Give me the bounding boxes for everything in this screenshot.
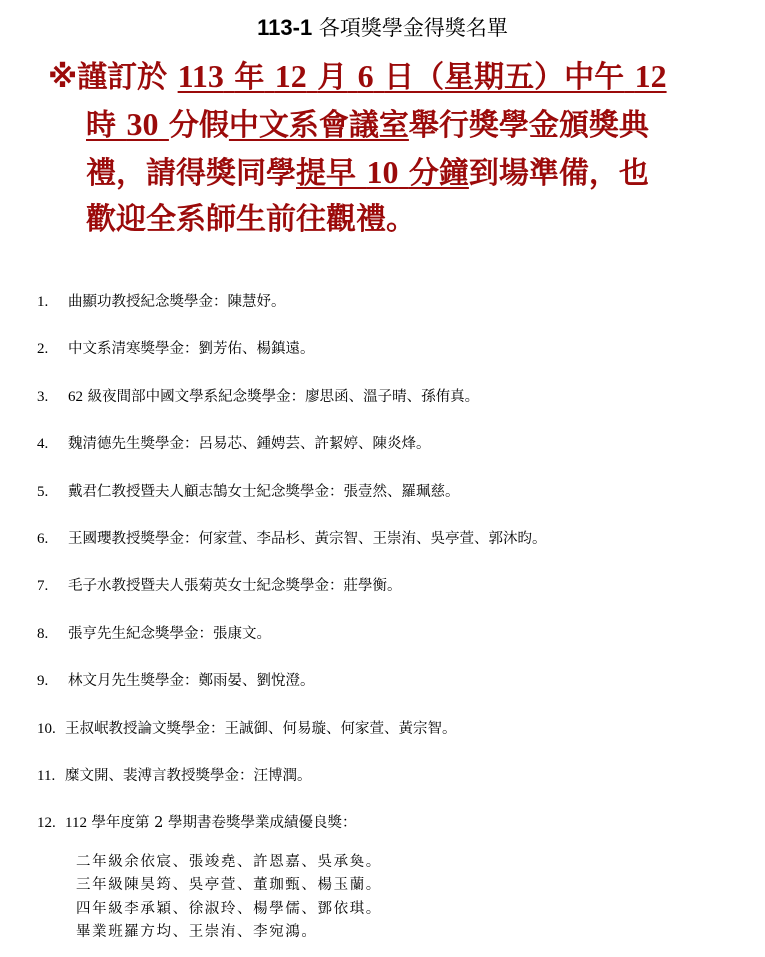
award-item [37,478,752,525]
award-number: 8. [37,625,49,642]
sublist-row: 二年級余依宸、張竣堯、許恩嘉、吳承奐。 [76,854,382,870]
award-list [37,288,752,857]
award-text: 林文月先生獎學金：鄭雨晏、劉悅澄。 [68,673,315,690]
award-number: 9. [37,673,49,690]
award-number: 1. [37,294,49,310]
notice-text: 禮，請得獎同學 [86,156,296,191]
notice-text: 月 [317,60,348,95]
award-text: 王國瓔教授獎學金：何家萱、李品杉、黃宗智、王崇洧、吳亭萱、郭沐昀。 [68,530,547,547]
award-text: 王叔岷教授論文獎學金：王誠御、何易璇、何家萱、黃宗智。 [65,720,457,737]
award-number: 10. [37,720,56,737]
notice-early-minutes: 10 [366,154,399,190]
notice-line-1 [48,52,748,100]
ceremony-notice [48,52,748,244]
notice-date-month: 12 [274,58,307,94]
notice-early: 提早 [296,156,356,191]
notice-text: 歡迎全系師生前往觀禮。 [86,202,416,237]
award-item [37,572,752,619]
sublist-row: 畢業班羅方均、王崇洧、李宛鴻。 [76,923,318,940]
award-item [37,715,752,762]
notice-text: ※謹訂於 [48,60,168,95]
award-item [37,620,752,667]
award-number: 2. [37,341,49,358]
award-number-prefix: 62 [68,388,83,405]
notice-line-4 [48,196,748,244]
notice-minute: 30 [126,106,159,142]
award-item [37,430,752,477]
award-number: 4. [37,436,49,453]
award-item [37,383,752,430]
award-text: 中文系清寒獎學金：劉芳佑、楊鎮遠。 [68,341,315,358]
sublist-row: 三年級陳昊筠、吳亭萱、董珈甄、楊玉蘭。 [76,877,382,894]
notice-date-year: 113 [177,58,224,94]
title-text: 各項獎學金得獎名單 [318,16,508,40]
award-number: 3. [37,388,49,405]
notice-text: 分鐘 [408,156,469,191]
award-text: 毛子水教授暨夫人張菊英女士紀念獎學金：莊學衡。 [68,578,402,595]
notice-text: 舉行獎學金頒獎典 [408,108,649,143]
award-text: 魏清德先生獎學金：呂易芯、鍾娉芸、許絜婷、陳炎烽。 [68,436,431,453]
page-title [0,14,765,42]
award-item [37,762,752,809]
award-number: 12. [37,815,56,832]
award-number-prefix: 112 [65,815,87,832]
award-text: 戴君仁教授暨夫人顧志鵠女士紀念獎學金：張壹然、羅珮慈。 [68,483,460,500]
notice-hour: 12 [634,58,667,94]
award-text: 學年度第 2 學期書卷獎學業成績優良獎： [86,815,357,832]
notice-text: 分假 [168,108,229,143]
award-number: 5. [37,483,49,500]
notice-text: 到場準備，也 [468,156,649,191]
award-item [37,335,752,382]
award-item [37,809,752,856]
notice-line-3 [48,148,748,196]
award-item [37,525,752,572]
notice-text: 日（星期五）中午 [384,60,625,95]
award-text: 糜文開、裴溥言教授獎學金：汪博潤。 [65,767,312,784]
award-item [37,288,752,335]
award-number: 6. [37,530,49,547]
award-text: 級夜間部中國文學系紀念獎學金：廖思函、溫子晴、孫侑真。 [83,388,480,405]
sublist-row: 四年級李承穎、徐淑玲、楊學儒、鄧依琪。 [76,900,382,917]
notice-text: 年 [234,60,265,95]
book-award-sublist [76,851,676,944]
title-term: 113-1 [257,15,313,40]
notice-line-2 [48,100,748,148]
award-text: 曲顯功教授紀念獎學金：陳慧妤。 [68,294,286,310]
notice-text: 時 [86,108,116,143]
award-number: 11. [37,767,56,784]
notice-date-day: 6 [357,58,374,94]
award-number: 7. [37,578,49,595]
award-text: 張亨先生紀念獎學金：張康文。 [68,625,271,642]
award-item [37,667,752,714]
notice-venue: 中文系會議室 [228,108,409,143]
